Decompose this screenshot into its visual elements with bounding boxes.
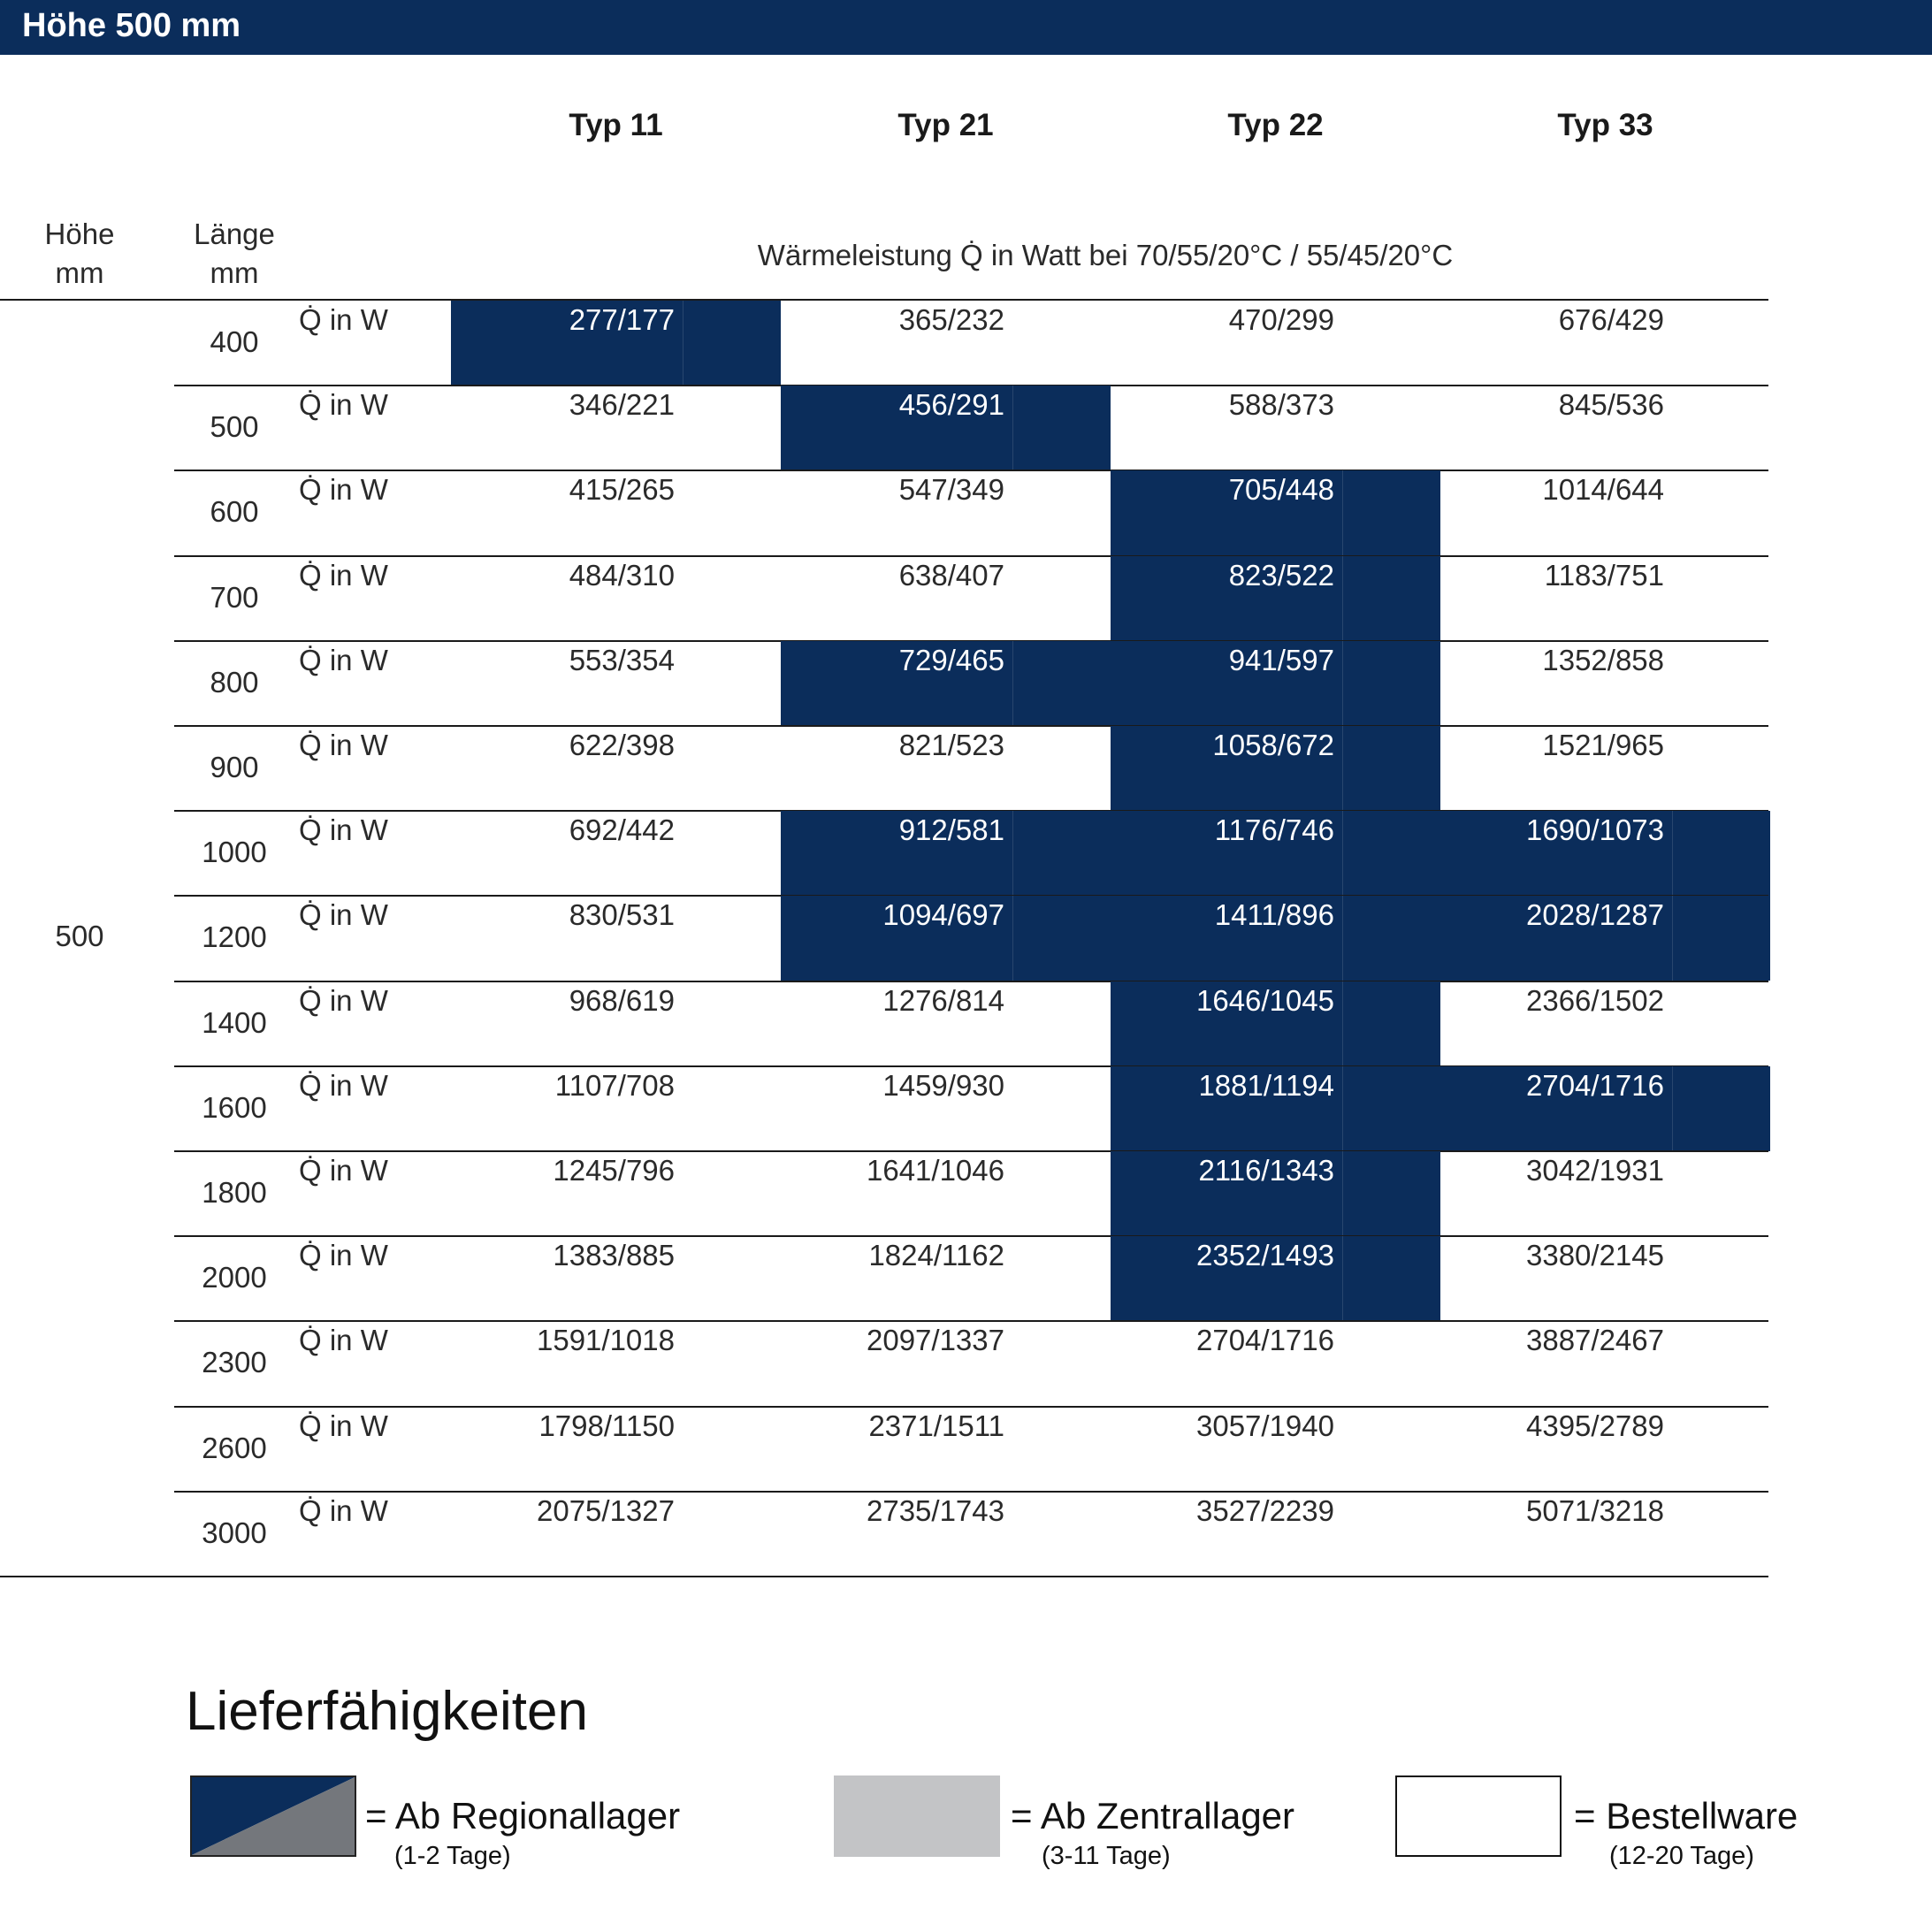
- value-cell: [1111, 301, 1440, 386]
- cell-value: 1245/796: [553, 1154, 675, 1187]
- table-row: [0, 470, 1768, 555]
- legend-label-zentrallager: = Ab Zentrallager: [1011, 1795, 1295, 1837]
- value-cell: [451, 386, 781, 470]
- cell-value: 1058/672: [1212, 729, 1334, 761]
- hoehe-header: Höhe: [44, 218, 115, 250]
- cell-divider: [1342, 470, 1343, 555]
- laenge-value: 800: [210, 665, 259, 699]
- value-cell: [781, 811, 1111, 896]
- cell-value: 1176/746: [1214, 813, 1334, 847]
- type-header-typ33: Typ 33: [1557, 108, 1653, 142]
- value-cell: [781, 386, 1111, 470]
- cell-value: 1798/1150: [538, 1409, 675, 1442]
- q-unit-label: Q̇ in W: [299, 1239, 388, 1272]
- cell-divider: [1672, 811, 1673, 896]
- laenge-header: Länge: [194, 218, 275, 250]
- cell-divider: [1342, 726, 1343, 811]
- value-cell: [781, 1407, 1111, 1492]
- value-cell: [451, 1321, 781, 1406]
- value-cell: [781, 470, 1111, 555]
- cell-divider: [1672, 896, 1673, 981]
- cell-value: 1591/1018: [537, 1324, 675, 1357]
- table-row: [0, 641, 1768, 726]
- cell-value: 1352/858: [1542, 643, 1664, 676]
- value-cell: [1440, 981, 1770, 1066]
- cell-divider: [1342, 1066, 1343, 1151]
- q-unit-label: Q̇ in W: [299, 1068, 388, 1102]
- value-cell: [1111, 386, 1440, 470]
- cell-value: 2028/1287: [1526, 898, 1664, 932]
- value-cell: [1111, 1066, 1440, 1151]
- cell-value: 821/523: [898, 729, 1004, 761]
- legend-title: Lieferfähigkeiten: [186, 1681, 588, 1742]
- legend-swatch-zentrallager: [834, 1775, 1000, 1857]
- cell-value: 4395/2789: [1526, 1409, 1664, 1442]
- cell-divider: [1342, 811, 1343, 896]
- cell-value: 1641/1046: [867, 1154, 1004, 1187]
- hoehe-value: 500: [55, 920, 104, 952]
- table-row: [0, 1236, 1768, 1321]
- value-cell: [781, 301, 1111, 386]
- table-row: [0, 811, 1768, 896]
- cell-value: 1646/1045: [1196, 983, 1334, 1017]
- cell-value: 830/531: [569, 898, 675, 932]
- cell-value: 1107/708: [554, 1068, 675, 1102]
- cell-value: 823/522: [1228, 558, 1334, 592]
- q-unit-label: Q̇ in W: [299, 983, 388, 1017]
- cell-value: 3380/2145: [1526, 1239, 1664, 1272]
- cell-value: 941/597: [1228, 643, 1334, 676]
- value-cell: [451, 1492, 781, 1577]
- type-header-typ11: Typ 11: [569, 108, 663, 142]
- value-cell: [781, 726, 1111, 811]
- q-unit-label: Q̇ in W: [299, 898, 388, 932]
- cell-value: 277/177: [569, 303, 675, 336]
- laenge-value: 1000: [202, 836, 267, 869]
- value-cell: [451, 641, 781, 726]
- cell-value: 5071/3218: [1526, 1493, 1664, 1527]
- value-cell: [781, 1151, 1111, 1236]
- value-cell: [451, 1151, 781, 1236]
- cell-divider: [1342, 1151, 1343, 1236]
- laenge-value: 900: [210, 751, 259, 783]
- laenge-value: 1800: [202, 1176, 267, 1209]
- value-cell: [451, 1066, 781, 1151]
- cell-value: 2097/1337: [867, 1324, 1004, 1357]
- table-row: [0, 1492, 1768, 1577]
- q-unit-label: Q̇ in W: [299, 558, 388, 592]
- cell-divider: [1012, 641, 1013, 726]
- laenge-value: 1600: [202, 1090, 267, 1124]
- value-cell: [1111, 896, 1440, 981]
- value-cell: [1440, 556, 1770, 641]
- type-header-typ21: Typ 21: [897, 108, 994, 142]
- q-unit-label: Q̇ in W: [299, 1409, 388, 1442]
- type-header-typ22: Typ 22: [1227, 108, 1324, 142]
- table-bottom-rule: [0, 1576, 1768, 1577]
- value-cell: [451, 811, 781, 896]
- cell-value: 2075/1327: [537, 1493, 675, 1527]
- laenge-value: 2600: [202, 1431, 267, 1464]
- value-cell: [1111, 1407, 1440, 1492]
- value-cell: [1111, 1492, 1440, 1577]
- laenge-value: 500: [210, 410, 259, 444]
- table-row: [0, 981, 1768, 1066]
- value-cell: [1440, 811, 1770, 896]
- cell-value: 2371/1511: [868, 1409, 1004, 1442]
- cell-value: 676/429: [1558, 303, 1664, 336]
- cell-value: 692/442: [569, 813, 675, 847]
- q-unit-label: Q̇ in W: [299, 303, 388, 336]
- value-cell: [1440, 726, 1770, 811]
- cell-value: 1383/885: [553, 1239, 675, 1272]
- cell-divider: [1672, 1066, 1673, 1151]
- cell-value: 1459/930: [882, 1068, 1004, 1102]
- legend-label-regionallager: = Ab Regionallager: [365, 1795, 681, 1837]
- table-row: [0, 301, 1768, 386]
- value-cell: [781, 1066, 1111, 1151]
- cell-value: 729/465: [898, 643, 1004, 676]
- cell-value: 346/221: [569, 388, 675, 422]
- value-cell: [451, 301, 781, 386]
- cell-value: 588/373: [1228, 388, 1334, 422]
- cell-divider: [1342, 1236, 1343, 1321]
- cell-value: 2735/1743: [867, 1493, 1004, 1527]
- value-cell: [1440, 1407, 1770, 1492]
- cell-value: 912/581: [898, 813, 1004, 847]
- cell-value: 1183/751: [1544, 558, 1664, 592]
- cell-value: 638/407: [898, 558, 1004, 592]
- q-unit-label: Q̇ in W: [299, 1324, 388, 1357]
- laenge-value: 400: [210, 325, 259, 358]
- q-unit-label: Q̇ in W: [299, 643, 388, 676]
- value-cell: [1111, 811, 1440, 896]
- cell-value: 2704/1716: [1196, 1324, 1334, 1357]
- value-cell: [1111, 470, 1440, 555]
- cell-value: 2704/1716: [1526, 1068, 1664, 1102]
- value-cell: [451, 470, 781, 555]
- value-cell: [1111, 1151, 1440, 1236]
- q-unit-label: Q̇ in W: [299, 1154, 388, 1187]
- value-cell: [1111, 1321, 1440, 1406]
- performance-header: Wärmeleistung Q̇ in Watt bei 70/55/20°C / 55/45/20°C: [757, 239, 1454, 271]
- q-unit-label: Q̇ in W: [299, 1493, 388, 1527]
- cell-divider: [1342, 641, 1343, 726]
- cell-value: 3527/2239: [1196, 1493, 1334, 1527]
- cell-value: 470/299: [1228, 303, 1334, 336]
- cell-divider: [1012, 386, 1013, 470]
- value-cell: [451, 726, 781, 811]
- value-cell: [1111, 556, 1440, 641]
- cell-value: 415/265: [569, 473, 675, 507]
- cell-value: 553/354: [569, 643, 675, 676]
- cell-value: 1411/896: [1214, 898, 1334, 932]
- cell-value: 1094/697: [882, 898, 1004, 932]
- legend-sub-bestellware: (12-20 Tage): [1609, 1842, 1754, 1870]
- cell-value: 3887/2467: [1526, 1324, 1664, 1357]
- value-cell: [781, 981, 1111, 1066]
- cell-value: 2116/1343: [1198, 1154, 1334, 1187]
- cell-value: 1014/644: [1542, 473, 1664, 507]
- value-cell: [1440, 641, 1770, 726]
- cell-value: 365/232: [898, 303, 1004, 336]
- legend-swatch-bestellware: [1395, 1775, 1562, 1857]
- cell-value: 622/398: [569, 729, 675, 761]
- value-cell: [451, 556, 781, 641]
- cell-value: 547/349: [898, 473, 1004, 507]
- value-cell: [451, 1407, 781, 1492]
- cell-value: 2366/1502: [1526, 983, 1664, 1017]
- cell-value: 1690/1073: [1526, 813, 1664, 847]
- cell-value: 456/291: [898, 388, 1004, 422]
- value-cell: [1440, 1151, 1770, 1236]
- value-cell: [781, 1236, 1111, 1321]
- legend-label-bestellware: = Bestellware: [1574, 1795, 1798, 1837]
- value-cell: [1111, 981, 1440, 1066]
- value-cell: [1440, 1066, 1770, 1151]
- legend-swatch-regionallager: [190, 1775, 356, 1857]
- cell-value: 3057/1940: [1196, 1409, 1334, 1442]
- value-cell: [1440, 1321, 1770, 1406]
- cell-value: 968/619: [569, 983, 675, 1017]
- cell-value: 1824/1162: [868, 1239, 1004, 1272]
- hoehe-unit: mm: [55, 256, 104, 289]
- q-unit-label: Q̇ in W: [299, 473, 388, 507]
- cell-value: 845/536: [1558, 388, 1664, 422]
- table-row: [0, 1151, 1768, 1236]
- cell-divider: [1342, 556, 1343, 641]
- table-row: [0, 1407, 1768, 1492]
- value-cell: [451, 1236, 781, 1321]
- value-cell: [451, 981, 781, 1066]
- cell-value: 705/448: [1228, 473, 1334, 507]
- value-cell: [1440, 386, 1770, 470]
- value-cell: [781, 641, 1111, 726]
- value-cell: [451, 896, 781, 981]
- table-row: [0, 1066, 1768, 1151]
- value-cell: [1440, 470, 1770, 555]
- value-cell: [1111, 726, 1440, 811]
- value-cell: [1440, 301, 1770, 386]
- page-banner: [0, 0, 1932, 55]
- cell-value: 1276/814: [882, 983, 1004, 1017]
- laenge-value: 1400: [202, 1005, 267, 1039]
- cell-value: 2352/1493: [1196, 1239, 1334, 1272]
- table-row: [0, 556, 1768, 641]
- laenge-value: 3000: [202, 1516, 267, 1549]
- laenge-value: 2300: [202, 1346, 267, 1379]
- cell-value: 484/310: [569, 558, 675, 592]
- table-row: [0, 726, 1768, 811]
- cell-divider: [1342, 981, 1343, 1066]
- table-row: [0, 386, 1768, 470]
- value-cell: [781, 1321, 1111, 1406]
- table-row: [0, 896, 1768, 981]
- q-unit-label: Q̇ in W: [299, 388, 388, 422]
- legend-sub-regionallager: (1-2 Tage): [394, 1842, 511, 1870]
- value-cell: [1111, 641, 1440, 726]
- cell-value: 1881/1194: [1198, 1068, 1334, 1102]
- q-unit-label: Q̇ in W: [299, 813, 388, 847]
- legend-sub-zentrallager: (3-11 Tage): [1042, 1842, 1171, 1870]
- cell-divider: [1012, 896, 1013, 981]
- cell-divider: [1012, 811, 1013, 896]
- value-cell: [781, 1492, 1111, 1577]
- laenge-value: 1200: [202, 920, 267, 954]
- cell-value: 3042/1931: [1526, 1154, 1664, 1187]
- banner-title: Höhe 500 mm: [22, 7, 241, 44]
- table-row: [0, 1321, 1768, 1406]
- laenge-value: 2000: [202, 1261, 267, 1294]
- laenge-value: 700: [210, 580, 259, 614]
- cell-divider: [1342, 896, 1343, 981]
- value-cell: [781, 556, 1111, 641]
- value-cell: [781, 896, 1111, 981]
- value-cell: [1440, 1236, 1770, 1321]
- value-cell: [1440, 1492, 1770, 1577]
- laenge-value: 600: [210, 495, 259, 529]
- cell-value: 1521/965: [1542, 729, 1664, 761]
- laenge-unit: mm: [210, 256, 259, 289]
- value-cell: [1440, 896, 1770, 981]
- q-unit-label: Q̇ in W: [299, 729, 388, 761]
- value-cell: [1111, 1236, 1440, 1321]
